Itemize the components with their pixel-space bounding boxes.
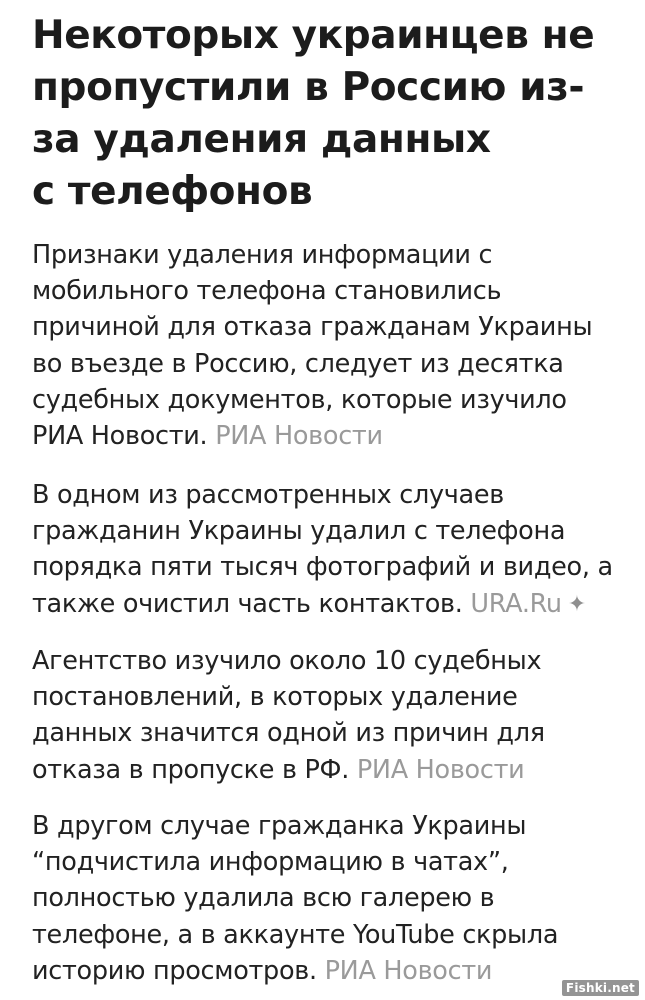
item-text-line: данных значится одной из причин для <box>32 718 545 749</box>
item-text: также очистил часть контактов. <box>32 588 463 619</box>
item-text-line <box>32 953 558 989</box>
item-text-line <box>32 418 592 454</box>
watermark: Fishki.net <box>562 980 639 996</box>
item-text: историю просмотров. <box>32 955 317 986</box>
summary-item <box>32 477 613 623</box>
item-text-line: во въезде в Россию, следует из десятка <box>32 348 564 379</box>
headline-line: Некоторых украинцев не <box>32 13 595 58</box>
item-text-line: порядка пяти тысяч фотографий и видео, а <box>32 552 613 583</box>
headline-line: пропустили в Россию из- <box>32 65 585 110</box>
summary-item <box>32 237 592 454</box>
source-link[interactable]: URA.Ru <box>470 588 562 619</box>
headline-line: за удаления данных <box>32 117 491 162</box>
item-text-line <box>32 752 545 788</box>
summary-item <box>32 643 545 788</box>
source-link[interactable]: РИА Новости <box>356 754 525 785</box>
item-text-line <box>32 586 613 623</box>
item-text-line: телефоне, а в аккаунте YouTube скрыла <box>32 919 559 950</box>
item-text: отказа в пропуске в РФ. <box>32 754 350 785</box>
summary-item <box>32 808 558 989</box>
item-text-line: судебных документов, которые изучило <box>32 384 567 415</box>
item-text-line: гражданин Украины удалил с телефона <box>32 516 566 547</box>
item-text: РИА Новости. <box>32 421 208 452</box>
source-link[interactable]: РИА Новости <box>324 955 493 986</box>
article-headline <box>32 0 632 218</box>
item-text-line: полностью удалила всю галерею в <box>32 883 495 914</box>
item-text-line: мобильного телефона становились <box>32 276 502 307</box>
source-link[interactable]: РИА Новости <box>215 421 383 452</box>
item-text-line: Признаки удаления информации с <box>32 240 493 270</box>
item-text-line: “подчистила информацию в чатах”, <box>32 847 509 878</box>
item-text-line: причиной для отказа гражданам Украины <box>32 312 593 343</box>
sparkle-icon[interactable]: ✦ <box>567 591 586 617</box>
item-text-line: В другом случае гражданка Украины <box>32 811 527 841</box>
article <box>32 0 632 986</box>
headline-line: с телефонов <box>32 169 313 214</box>
item-text-line: В одном из рассмотренных случаев <box>32 480 504 510</box>
item-text-line: Агентство изучило около 10 судебных <box>32 646 542 676</box>
item-text-line: постановлений, в которых удаление <box>32 682 518 713</box>
